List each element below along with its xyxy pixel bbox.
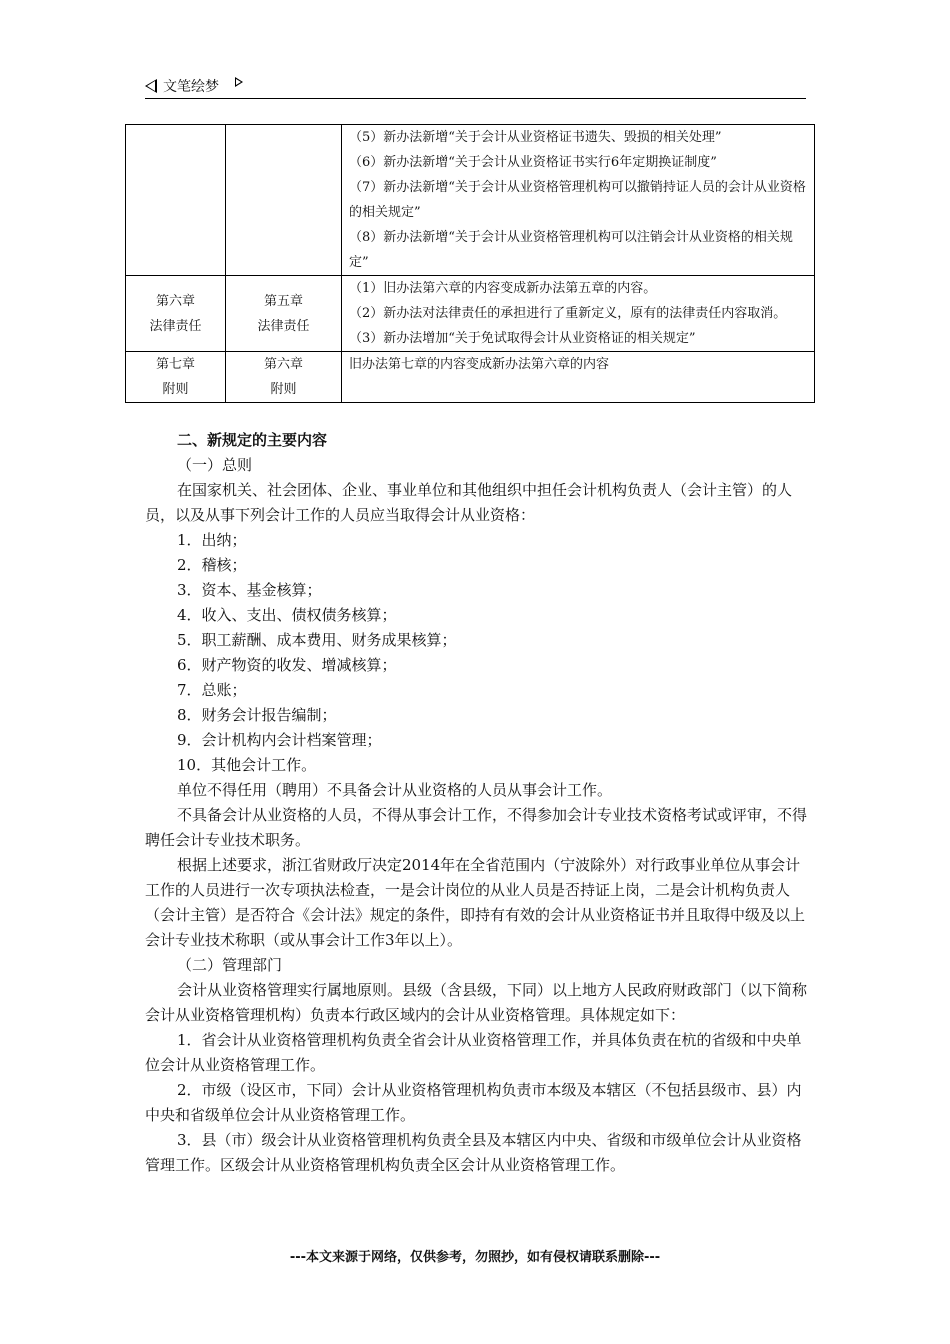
section-heading: 二、新规定的主要内容 bbox=[177, 431, 328, 449]
change-item: （6）新办法新增“关于会计从业资格证书实行6年定期换证制度” bbox=[349, 155, 717, 170]
paragraph: 3．县（市）级会计从业资格管理机构负责全县及本辖区内中央、省级和市级单位会计从业资格管理工作。区级会计从业资格管理机构负责全区会计从业资格管理工作。 bbox=[145, 1131, 802, 1174]
change-item: （5）新办法新增“关于会计从业资格证书遗失、毁损的相关处理” bbox=[349, 130, 722, 145]
paragraph: 不具备会计从业资格的人员，不得从事会计工作，不得参加会计专业技术资格考试或评审，不得聘任会计专业技术职务。 bbox=[145, 806, 808, 849]
list-item: 1．出纳； bbox=[177, 531, 247, 549]
change-item: （2）新办法对法律责任的承担进行了重新定义，原有的法律责任内容取消。 bbox=[349, 306, 787, 321]
new-chapter-cell bbox=[226, 276, 342, 352]
list-item: 7．总账； bbox=[177, 681, 247, 699]
footer-disclaimer: ---本文来源于网络，仅供参考，勿照抄，如有侵权请联系删除--- bbox=[289, 1250, 661, 1265]
list-item: 8．财务会计报告编制； bbox=[177, 706, 337, 724]
old-chapter-cell bbox=[126, 125, 226, 276]
list-item: 9．会计机构内会计档案管理； bbox=[177, 731, 382, 749]
paragraph: 2．市级（设区市，下同）会计从业资格管理机构负责市本级及本辖区（不包括县级市、县）内中央和省级单位会计从业资格管理工作。 bbox=[145, 1081, 802, 1124]
list-item: 4．收入、支出、债权债务核算； bbox=[177, 606, 397, 624]
table-row bbox=[126, 276, 815, 352]
change-item: （7）新办法新增“关于会计从业资格管理机构可以撤销持证人员的会计从业资格的相关规定” bbox=[349, 180, 806, 220]
paragraph: 单位不得任用（聘用）不具备会计从业资格的人员从事会计工作。 bbox=[177, 781, 613, 799]
paragraph: 1．省会计从业资格管理机构负责全省会计从业资格管理工作，并具体负责在杭的省级和中央单位会计从业资格管理工作。 bbox=[145, 1031, 802, 1074]
comparison-table bbox=[125, 124, 815, 403]
header-title: 文笔绘梦 bbox=[163, 79, 219, 95]
paragraph: 在国家机关、社会团体、企业、事业单位和其他组织中担任会计机构负责人（会计主管）的人员，以及从事下列会计工作的人员应当取得会计从业资格： bbox=[145, 481, 793, 524]
paragraph: 根据上述要求，浙江省财政厅决定2014年在全省范围内（宁波除外）对行政事业单位从事会计工作的人员进行一次专项执法检查，一是会计岗位的从业人员是否持证上岗，二是会计机构负责人（会计主管）是否符合《会计法》规定的条件，即持有有效的会计从业资格证书并且取得中级及以上会计专业技术称职（或从事会计工作3年以上）。 bbox=[145, 856, 806, 949]
changes-cell bbox=[342, 276, 815, 352]
old-chapter-text: 第六章 法律责任 bbox=[149, 293, 202, 334]
right-triangle-icon bbox=[235, 77, 243, 87]
old-chapter-cell bbox=[126, 276, 226, 352]
new-chapter-cell bbox=[226, 125, 342, 276]
new-chapter-text: 第五章 法律责任 bbox=[257, 293, 310, 334]
list-item: 6．财产物资的收发、增减核算； bbox=[177, 656, 397, 674]
paragraph: 会计从业资格管理实行属地原则。县级（含县级，下同）以上地方人民政府财政部门（以下简称会计从业资格管理机构）负责本行政区域内的会计从业资格管理。具体规定如下： bbox=[145, 981, 808, 1024]
list-item: 10．其他会计工作。 bbox=[177, 756, 317, 774]
changes-cell bbox=[342, 125, 815, 276]
list-item: 5．职工薪酬、成本费用、财务成果核算； bbox=[177, 631, 457, 649]
change-item: 旧办法第七章的内容变成新办法第六章的内容 bbox=[349, 357, 610, 372]
new-chapter-text: 第六章 附则 bbox=[263, 357, 303, 397]
new-chapter-cell bbox=[226, 352, 342, 403]
subsection-heading: （二）管理部门 bbox=[177, 956, 283, 974]
table-row bbox=[126, 125, 815, 276]
document-body bbox=[145, 428, 809, 1178]
change-item: （1）旧办法第六章的内容变成新办法第五章的内容。 bbox=[349, 281, 657, 296]
list-item: 3．资本、基金核算； bbox=[177, 581, 322, 599]
old-chapter-cell bbox=[126, 352, 226, 403]
old-chapter-text: 第七章 附则 bbox=[155, 357, 195, 397]
left-triangle-icon bbox=[145, 79, 157, 93]
page-header bbox=[145, 74, 806, 99]
table-row bbox=[126, 352, 815, 403]
changes-cell bbox=[342, 352, 815, 403]
subsection-heading: （一）总则 bbox=[177, 456, 253, 474]
change-item: （8）新办法新增“关于会计从业资格管理机构可以注销会计从业资格的相关规定” bbox=[349, 230, 793, 270]
list-item: 2．稽核； bbox=[177, 556, 247, 574]
change-item: （3）新办法增加“关于免试取得会计从业资格证的相关规定” bbox=[349, 331, 696, 346]
